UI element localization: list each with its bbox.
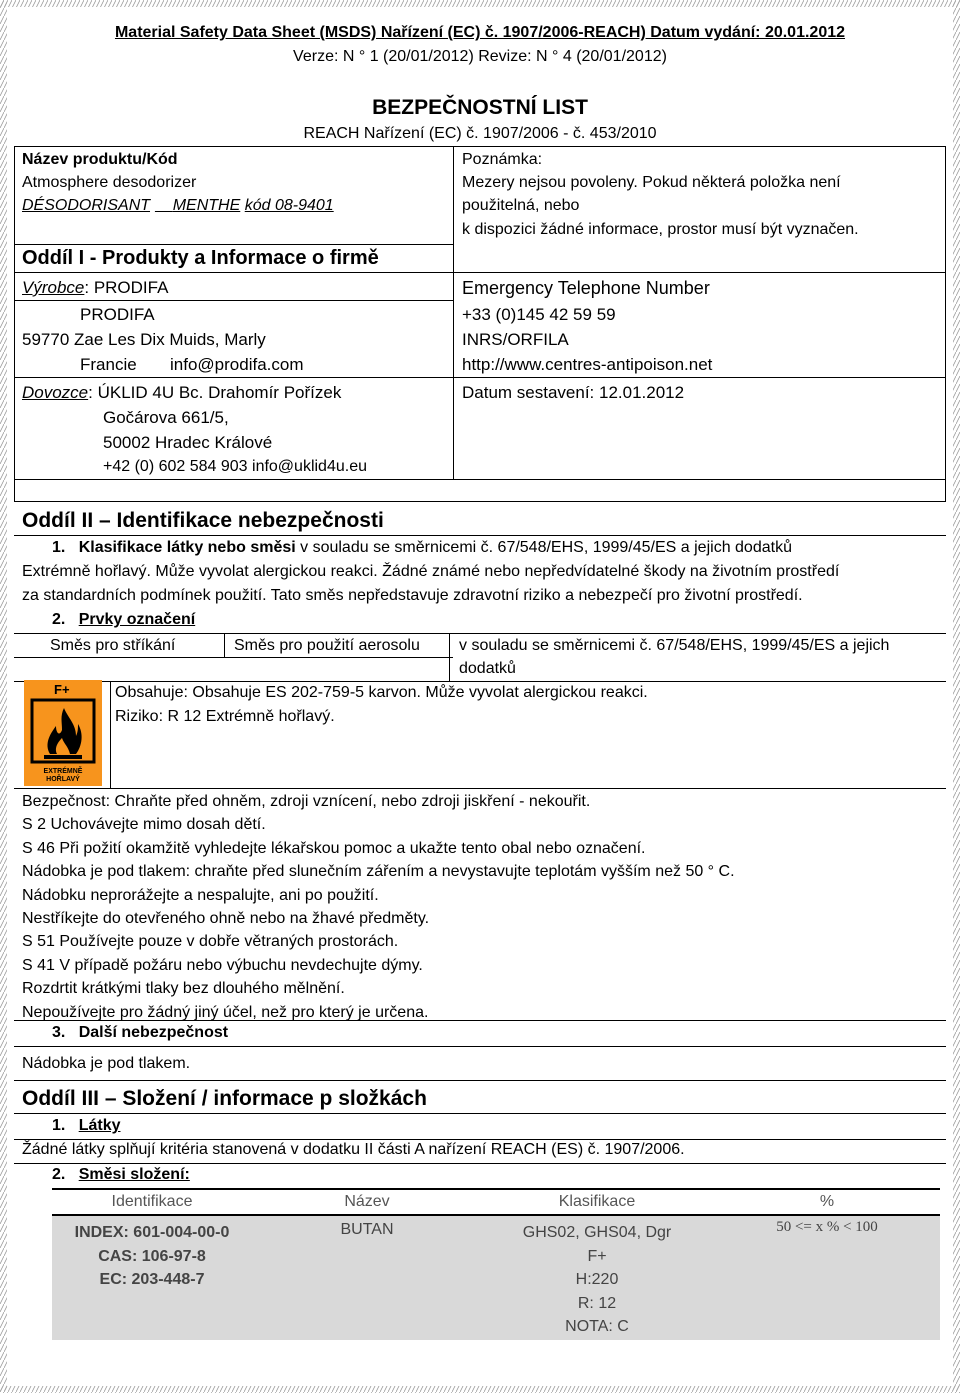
emergency-phone: +33 (0)145 42 59 59 (462, 305, 616, 324)
emergency-block-bottom (453, 377, 946, 378)
product-code (22, 197, 334, 215)
label-cell-aerosol: Směs pro použití aerosolu (234, 637, 420, 654)
maker-email: info@prodifa.com (170, 355, 304, 374)
safety-block-rule (14, 1020, 946, 1021)
pictogram-text-1: EXTRÉMNĚ (43, 768, 83, 775)
comp-header-name: Název (344, 1193, 390, 1210)
safety-line: S 46 Při požití okamžitě vyhledejte lékařskou pomoc a ukažte tento obal nebo označení. (22, 839, 646, 857)
product-box-bottom (14, 244, 453, 245)
safety-line: Bezpečnost: Chraňte před ohněm, zdroji vznícení, nebo zdroji jiskření - nekouřit. (22, 793, 591, 810)
contains-text: Obsahuje: Obsahuje ES 202-759-5 karvon. Může vyvolat alergickou reakci. (115, 684, 648, 701)
importer-row (22, 383, 341, 403)
s2-item2-num: 2. (52, 611, 66, 628)
comp-ident-cell (52, 1221, 252, 1292)
section-1-title-bottom (14, 272, 946, 273)
note-label: Poznámka: (462, 151, 543, 168)
emergency-url[interactable]: http://www.centres-antipoison.net (462, 355, 713, 374)
section-3-title: Oddíl III – Složení / informace p složkách (22, 1087, 427, 1110)
section-2-title-dash: – (99, 509, 111, 532)
maker-name: PRODIFA (80, 305, 155, 324)
section-1-title: Oddíl I - Produkty a Informace o firmě (22, 247, 379, 269)
s2-item1-bold: Klasifikace látky nebo směsi (78, 539, 296, 556)
comp-header-ident: Identifikace (111, 1193, 193, 1210)
pictogram-text-2: HOŘLAVÝ (46, 776, 80, 783)
importer-city: 50002 Hradec Králové (103, 433, 273, 452)
comp-header-class: Klasifikace (558, 1193, 636, 1210)
product-label: Název produktu/Kód (22, 151, 178, 168)
product-name: Atmosphere desodorizer (22, 174, 197, 191)
safety-line: Nestříkejte do otevřeného ohně nebo na žhavé předměty. (22, 910, 430, 928)
s2-item3-num: 3. (52, 1024, 66, 1041)
section-2-title-a: Oddíl II (22, 509, 94, 532)
pictogram-box-divider (110, 681, 111, 788)
section-2-bottom (14, 1080, 946, 1081)
comp-ident-ec: EC: 203-448-7 (99, 1271, 205, 1289)
comp-class-line: R: 12 (577, 1294, 617, 1312)
s2-item2-title: Prvky označení (78, 611, 196, 628)
safety-line: S 2 Uchovávejte mimo dosah dětí. (22, 816, 266, 834)
comp-ident-cas: CAS: 106-97-8 (98, 1247, 206, 1265)
note-line-3: k dispozici žádné informace, prostor musí být vyznačen. (462, 221, 859, 238)
s2-item1-num: 1. (52, 539, 66, 556)
s2-item3-title: Další nebezpečnost (78, 1024, 229, 1041)
comp-ident-index: INDEX: 601-004-00-0 (74, 1224, 230, 1241)
safety-line: S 51 Používejte pouze v dobře větraných prostorách. (22, 933, 399, 951)
comp-percent-cell: 50 <= x % < 100 (776, 1219, 878, 1235)
section-gap-box (14, 480, 946, 502)
s3-item1-text-rule (14, 1163, 946, 1164)
emergency-org: INRS/ORFILA (462, 330, 569, 349)
label-cell-spray: Směs pro stříkání (50, 637, 176, 654)
product-code-gap (155, 197, 173, 214)
flame-pictogram-icon (24, 680, 102, 786)
importer-label: Dovozce (22, 383, 89, 402)
safety-line: Nádobka je pod tlakem: chraňte před slunečním zářením a nevystavujte teplotám vyšším než 50 ° C. (22, 863, 735, 881)
label-table-div-2 (449, 633, 450, 681)
section-1-divider (453, 146, 454, 480)
comp-class-cell (492, 1221, 702, 1339)
comp-header-percent: % (819, 1193, 835, 1210)
note-line-1: Mezery nejsou povoleny. Pokud některá položka není (462, 174, 841, 191)
maker-value: : PRODIFA (84, 278, 169, 297)
doc-title: BEZPEČNOSTNÍ LIST (372, 96, 588, 119)
product-code-a: DÉSODORISANT (22, 197, 151, 214)
pictogram-box-top (14, 681, 946, 682)
s3-item1 (52, 1117, 120, 1135)
comp-class-line: H:220 (575, 1271, 619, 1289)
section-2-title-b: Identifikace nebezpečnosti (116, 509, 384, 532)
s2-item2 (52, 611, 195, 629)
compiled-date: Datum sestavení: 12.01.2012 (462, 383, 685, 402)
maker-row-bottom (14, 300, 453, 301)
maker-label: Výrobce (22, 278, 85, 297)
label-table-top (14, 633, 946, 634)
s3-item1-rule (14, 1139, 946, 1140)
maker-row (22, 278, 168, 298)
comp-table-top (52, 1188, 940, 1190)
comp-class-line: NOTA: C (565, 1318, 629, 1336)
s3-item2-num: 2. (52, 1166, 66, 1183)
safety-line: Nádobku neprorážejte a nespalujte, ani po použití. (22, 886, 379, 904)
section-3-title-rule (14, 1113, 946, 1114)
comp-name-cell: BUTAN (340, 1221, 394, 1238)
safety-line: Nepoužívejte pro žádný jiný účel, než pro který je určena. (22, 1003, 429, 1021)
s2-item1-text1: Extrémně hořlavý. Může vyvolat alergickou reakci. Žádné známé nebo nepředvídatelné škody na životním prostředí (22, 563, 840, 580)
maker-country: Francie (80, 355, 137, 374)
emergency-label: Emergency Telephone Number (462, 278, 710, 298)
safety-line: Rozdrtit krátkými tlaky bez dlouhého mělnění. (22, 980, 345, 998)
s3-item1-text: Žádné látky splňují kritéria stanovená v dodatku II části A nařízení REACH (ES) č. 1907/2006. (22, 1141, 685, 1158)
maker-address: 59770 Zae Les Dix Muids, Marly (22, 330, 266, 349)
s3-item1-num: 1. (52, 1117, 66, 1134)
importer-value: : ÚKLID 4U Bc. Drahomír Pořízek (88, 383, 342, 402)
comp-class-line: GHS02, GHS04, Dgr (522, 1224, 672, 1241)
label-table-div-1 (224, 633, 225, 657)
s3-item2-title: Směsi složení: (78, 1166, 190, 1183)
pictogram-box-bottom (14, 788, 946, 789)
s3-item1-title: Látky (78, 1117, 121, 1134)
label-cell-directive-2: dodatků (459, 660, 516, 677)
product-code-b: MENTHE (172, 197, 241, 214)
risk-text: Riziko: R 12 Extrémně hořlavý. (115, 708, 335, 725)
section-2-title-rule (14, 535, 946, 536)
comp-class-line: F+ (587, 1247, 607, 1265)
note-line-2: použitelná, nebo (462, 197, 580, 214)
doc-subtitle: REACH Nařízení (EC) č. 1907/2006 - č. 453/2010 (303, 125, 657, 142)
item3-title-rule (14, 1046, 946, 1047)
header-line-1: Material Safety Data Sheet (MSDS) Nařízení (EC) č. 1907/2006-REACH) Datum vydání: 20.01.2012 (114, 24, 846, 41)
s2-item3 (52, 1024, 228, 1042)
s2-item1 (52, 539, 792, 557)
label-cell-directive-1: v souladu se směrnicemi č. 67/548/EHS, 1999/45/ES a jejich (459, 637, 890, 654)
label-table-row-bottom (14, 657, 453, 658)
importer-contact: +42 (0) 602 584 903 info@uklid4u.eu (103, 458, 367, 475)
header-line-2: Verze: N ° 1 (20/01/2012) Revize: N ° 4 (20/01/2012) (293, 48, 667, 65)
safety-line: S 41 V případě požáru nebo výbuchu nevdechujte dýmy. (22, 956, 423, 974)
safety-list (22, 790, 735, 1024)
maker-block-bottom (14, 377, 453, 378)
s3-item2 (52, 1166, 190, 1184)
s2-item3-text: Nádobka je pod tlakem. (22, 1055, 191, 1072)
s2-item1-text2: za standardních podmínek použití. Tato směs nepředstavuje zdravotní riziko a nebezpečí pro životní prostředí. (22, 587, 803, 604)
pictogram-code: F+ (54, 682, 70, 697)
s2-item1-rest: v souladu se směrnicemi č. 67/548/EHS, 1999/45/ES a jejich dodatků (295, 539, 792, 556)
section-2-title (22, 509, 384, 533)
product-code-c: kód 08-9401 (244, 197, 334, 214)
importer-street: Gočárova 661/5, (103, 408, 229, 427)
